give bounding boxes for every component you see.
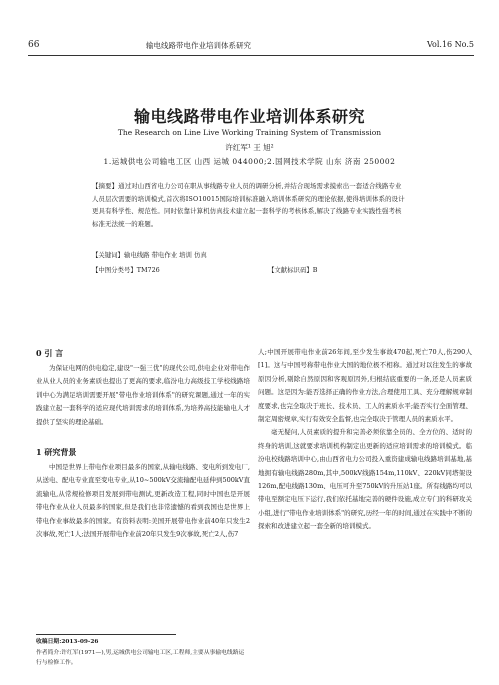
intro-heading: 0 引 言: [36, 348, 64, 358]
keywords: 【关键词】输电线路 带电作业 培训 仿真: [92, 251, 207, 259]
classification-code: 【中图分类号】TM726: [92, 266, 160, 274]
footnote: [36, 637, 250, 669]
right-column: [258, 346, 472, 534]
article-title: 输电线路带电作业培训体系研究: [133, 107, 365, 126]
running-title: 输电线路带电作业培训体系研究: [146, 41, 251, 50]
header-rule: [28, 55, 474, 56]
page-header: [28, 40, 474, 56]
english-title: The Research on Line Live Working Training System of Transmission: [117, 128, 382, 137]
author-bio: 作者简介:许红军(1971—),男,运城供电公司输电工区,工程师,主要从事输电线路运行与检修工作。: [36, 649, 245, 666]
document-code: 【文献标识码】B: [268, 266, 318, 274]
page-number: 66: [28, 40, 40, 50]
volume-label: Vol.16 No.5: [427, 40, 474, 49]
section1-paragraph-left: 中国是世界上带电作业项目最多的国家,从输电线路、变电所到发电厂,从送电、配电专业直至变电专业,从10~500kV交流输配电延伸到500kV直流输电,从常规检修项目发展到带电测试,更新改造工程,同时中国也是开展带电作业从业人员最多的国家,但是我们也非常遗憾的看到我国也是世界上带电作业事故最多的国家。有资料表明:美国开展带电作业前40年只发生2次事故,死亡1人;法国开展带电作业前20年只发生9次事故,死亡2人,伤7: [36, 463, 250, 539]
section1-paragraph-right-2: 毫无疑问,人员素质的提升和完善必须依靠全员的、全方位的、适时的终身的培训,这就要求培训机构制定出更新的适应培训需求的培训模式。临汾电校线路培训中心,由山西省电力公司投入重资建成输电线路培训基地,基地拥有输电线路280m,其中,500kV线路154m,110kV、220kV同塔架设126m,配电线路130m、电压可升至750kV的升压站1座。所有线路均可以带电至额定电压下运行,我们依托基地完善的硬件设施,成立专门的科研攻关小组,进行"带电作业培训体系"的研究,历经一年的时间,通过在实践中不断的探索和改进建立起一套全新的培训模式。: [258, 428, 472, 531]
left-column: [36, 346, 250, 541]
footnote-rule: [36, 634, 176, 635]
abstract: 【摘要】通过对山西省电力公司在职从事线路专业人员的调研分析,并结合现场需求摸索出一套适合线路专业人员层次需要的培训模式,首次将ISO10015国际培训标准融入培训体系研究的理论依据,使得培训体系的设计更具有科学性、规范性。同时依靠计算机仿真技术建立起一套科学的考核体系,解决了线路专业实践性强考核标准无法统一的难题。: [92, 182, 405, 228]
intro-paragraph: 为保证电网的供电稳定,建设"一强三优"的现代公司,供电企业对带电作业从业人员的业务素质也提出了更高的要求,临汾电力高级技工学校线路培训中心为满足培训需要开展"带电作业培训体系"的研究课题,通过一年的实践建立起一套科学的适应现代培训需求的培训体系,为培养高技能输电人才提供了坚实的理论基础。: [36, 364, 250, 426]
received-date: 收稿日期:2013-09-26: [36, 639, 99, 645]
section1-heading: 1 研究背景: [36, 447, 77, 458]
authors: 许红军¹ 王 旭²: [225, 143, 274, 152]
section1-paragraph-right: 人;中国开展带电作业前26年间,至少发生事故470起,死亡70人,伤290人[1]。这与中国号称带电作业大国的地位极不相称。通过对以往发生的事故原因分析,剔除自然原因和客观原因外,归根结底重要的一条,还是人员素质问题。这是因为:能否选择正确的作业方法,合理使用工具、充分理解规章制度要求,也完全取决于班长、技术员、工人的素质水平;能否实行全面管理、制定周密规章,实行有效安全监督,也完全取决于管理人员的素质水平。: [258, 348, 472, 424]
affiliation: 1.运城供电公司输电工区 山西 运城 044000;2.国网技术学院 山东 济南 250002: [103, 157, 396, 166]
